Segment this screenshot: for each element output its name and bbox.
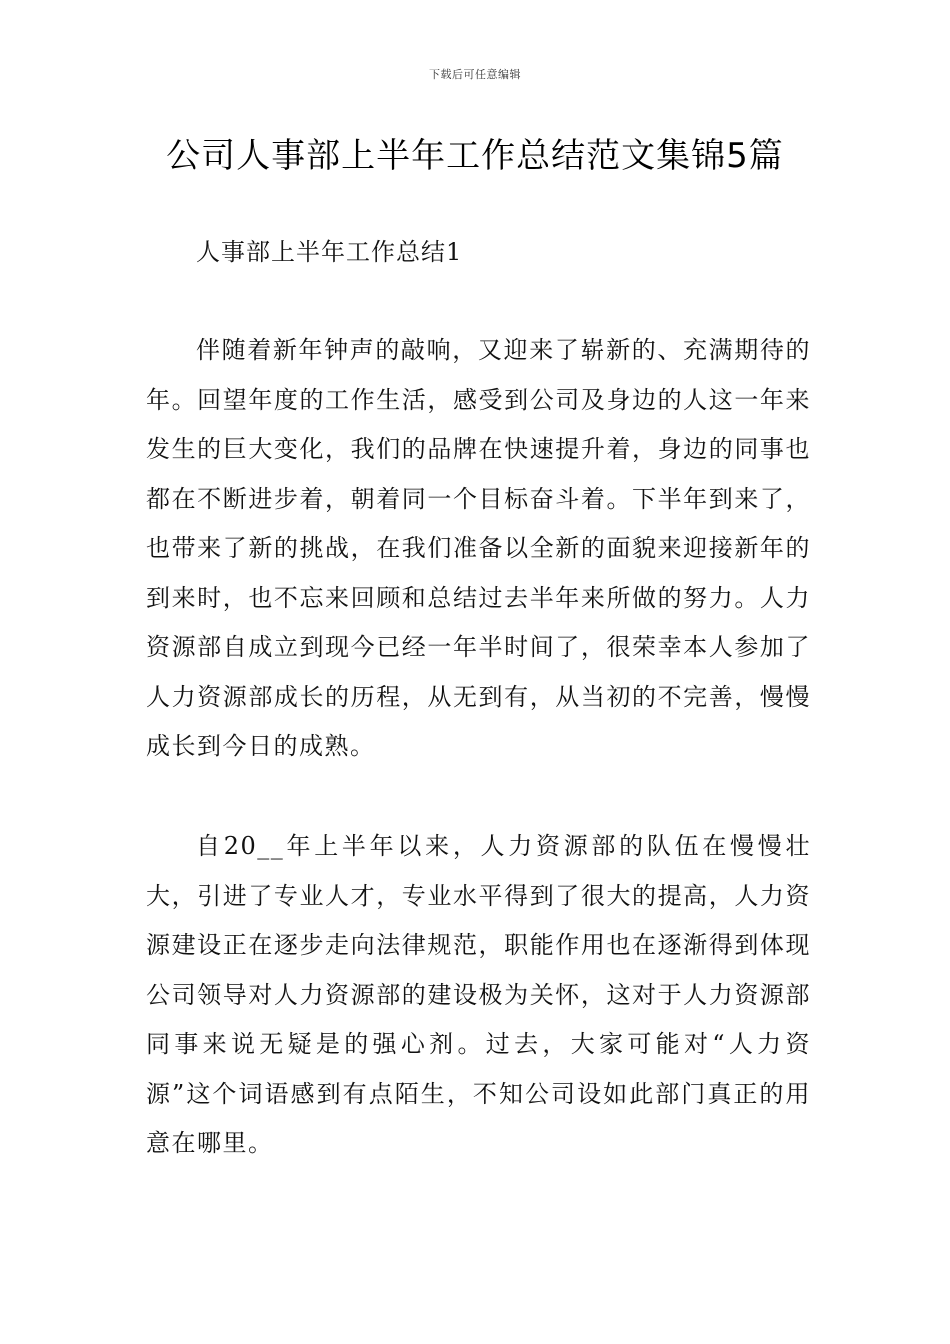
body-paragraph: 伴随着新年钟声的敲响，又迎来了崭新的、充满期待的年。回望年度的工作生活，感受到公司及身边的人这一年来发生的巨大变化，我们的品牌在快速提升着，身边的同事也都在不断进步着，朝着同一个目标奋斗着。下半年到来了，也带来了新的挑战，在我们准备以全新的面貌来迎接新年的到来时，也不忘来回顾和总结过去半年来所做的努力。人力资源部自成立到现今已经一年半时间了，很荣幸本人参加了人力资源部成长的历程，从无到有，从当初的不完善，慢慢成长到今日的成熟。 <box>146 336 811 760</box>
section-heading: 人事部上半年工作总结1 <box>196 238 463 266</box>
body-paragraph: 自20__年上半年以来，人力资源部的队伍在慢慢壮大，引进了专业人才，专业水平得到了很大的提高，人力资源建设正在逐步走向法律规范，职能作用也在逐渐得到体现公司领导对人力资源部的建设极为关怀，这对于人力资源部同事来说无疑是的强心剂。过去，大家可能对“人力资源”这个词语感到有点陌生，不知公司设如此部门真正的用意在哪里。 <box>146 832 811 1157</box>
header-note: 下载后可任意编辑 <box>429 68 521 81</box>
document-title: 公司人事部上半年工作总结范文集锦5篇 <box>166 136 784 176</box>
